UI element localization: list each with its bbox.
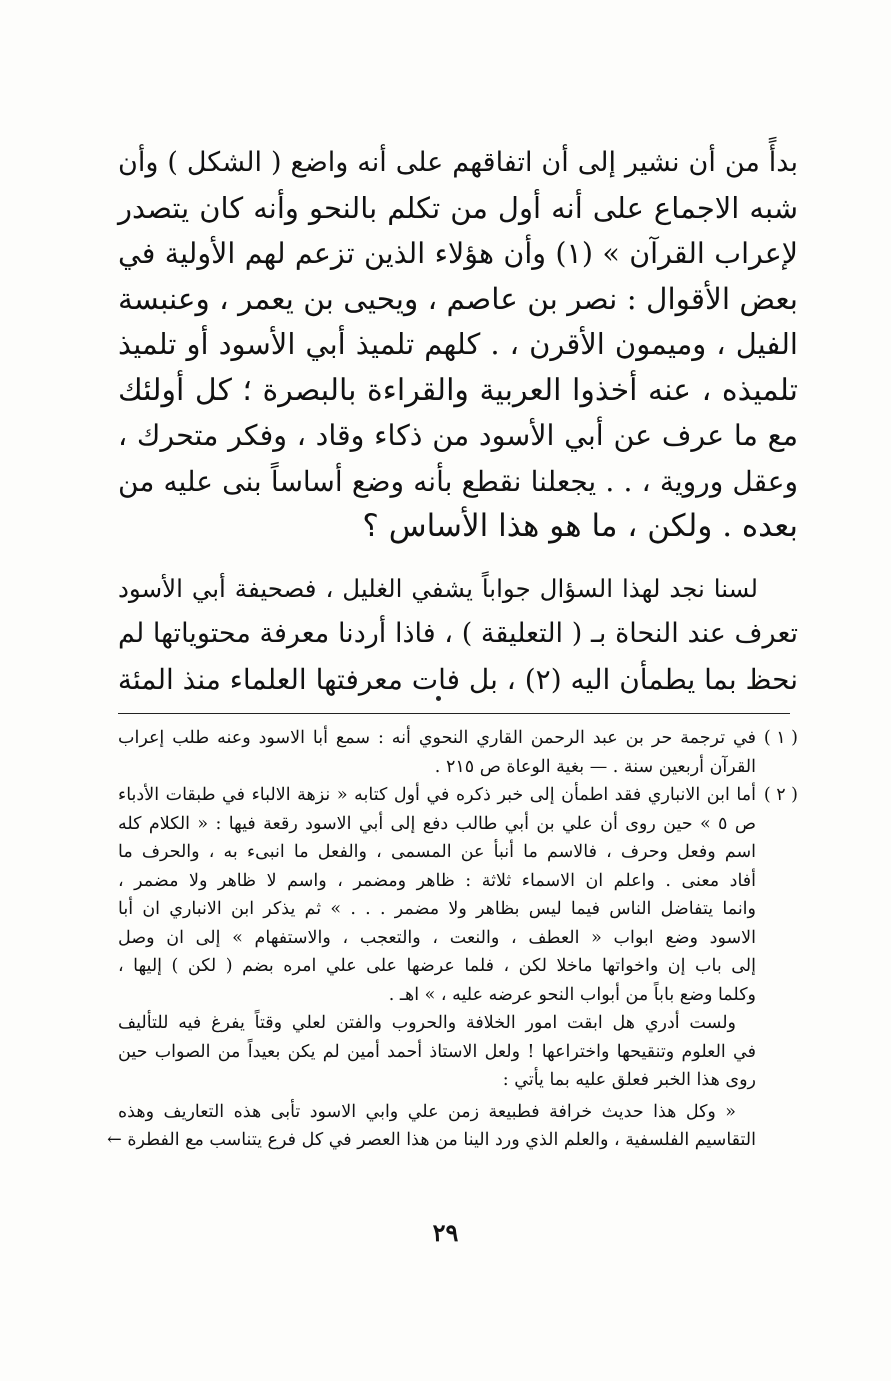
paragraph-2 [118,566,798,703]
page-number: ٢٩ [432,1218,459,1247]
footnote-line: أما ابن الانباري فقد اطمأن إلى خبر ذكره في أول كتابه « نزهة الالباء في طبقات الأدباء [118,785,756,805]
footnote-line: في العلوم وتنقيحها واختراعها ! ولعل الاستاذ أحمد أمين لم يكن بعيداً من الصواب حين [118,1041,756,1062]
text-line: تعرف عند النحاة بـ ( التعليقة ) ، فاذا أردنا معرفة محتوياتها لم [118,618,798,649]
footnote-separator [118,713,790,714]
ink-dot [436,696,441,701]
footnotes [107,724,798,1155]
footnote-number: ( ١ ) [763,728,798,748]
footnote-1 [118,724,798,781]
footnote-line: وانما يتفاضل الناس فيما ليس بظاهر ولا مضمر . . . » ثم يذكر ابن الانباري ان أبا [118,899,756,919]
footnote-line: في ترجمة حر بن عبد الرحمن القاري النحوي أنه : سمع أبا الاسود وعنه طلب إعراب [118,728,756,748]
paragraph-1 [118,140,798,550]
footnote-line: ص ٥ » حين روى أن علي بن أبي طالب دفع إلى أبي الاسود رقعة فيها : « الكلام كله [118,813,756,834]
text-line: لسنا نجد لهذا السؤال جواباً يشفي الغليل ، فصحيفة أبي الأسود [118,573,758,603]
text-line: الفيل ، وميمون الأقرن ، . كلهم تلميذ أبي الأسود أو تلميذ [118,327,798,361]
footnote-number: ( ٢ ) [763,785,798,805]
footnote-body [118,781,756,1009]
text-line: لإعراب القرآن » (١) وأن هؤلاء الذين تزعم لهم الأولية في [118,237,798,270]
footnote-line: القرآن أربعين سنة . — بغية الوعاة ص ٢١٥ . [434,756,756,777]
text-line: نحظ بما يطمأن اليه (٢) ، بل فات معرفتها العلماء منذ المئة [117,662,798,696]
footnote-line: التقاسيم الفلسفية ، والعلم الذي ورد الينا من هذا العصر في كل فرع يتناسب مع الفطرة ← [107,1130,756,1150]
footnote-line: الاسود وضع ابواب « العطف ، والنعت ، والتعجب ، والاستفهام » إلى ان وصل [118,927,756,948]
text-line: بعض الأقوال : نصر بن عاصم ، ويحيى بن يعمر ، وعنبسة [118,281,798,316]
footnote-2 [118,781,798,1009]
text-line: بعده . ولكن ، ما هو هذا الأساس ؟ [362,508,798,544]
footnote-line: ولست أدري هل ابقت امور الخلافة والحروب والفتن لعلي وقتاً يفرغ فيه للتأليف [118,1013,736,1033]
footnote-quote [107,1098,798,1155]
text-line: شبه الاجماع على أنه أول من تكلم بالنحو وأنه كان يتصدر [118,190,798,225]
footnote-line: اسم وفعل وحرف ، فالاسم ما أنبأ عن المسمى ، والفعل ما انبىء به ، والحرف ما [118,842,756,862]
text-line: تلميذه ، عنه أخذوا العربية والقراءة بالبصرة ؛ كل أولئك [118,372,798,408]
footnote-line: أفاد معنى . واعلم ان الاسماء ثلاثة : ظاهر ومضمر ، واسم لا ظاهر ولا مضمر ، [118,870,756,891]
main-text [118,140,798,702]
footnote-line: وكلما وضع باباً من أبواب النحو عرضه عليه ، » اهـ . [388,984,756,1005]
text-line: وعقل وروية ، . . يجعلنا نقطع بأنه وضع أساساً بنى عليه من [118,464,798,498]
footnote-body [118,724,756,781]
footnote-paragraph [118,1009,798,1095]
footnote-line: « وكل هذا حديث خرافة فطبيعة زمن علي وابي الاسود تأبى هذه التعاريف وهذه [118,1101,736,1122]
footnote-line: روى هذا الخبر فعلق عليه بما يأتي : [502,1070,756,1090]
footnote-line: إلى باب إن واخواتها ماخلا لكن ، فلما عرضها على علي امره بضم ( لكن ) إليها ، [118,956,756,976]
text-line: مع ما عرف عن أبي الأسود من ذكاء وقاد ، وفكر متحرك ، [118,419,798,452]
text-line: بدأً من أن نشير إلى أن اتفاقهم على أنه واضع ( الشكل ) وأن [118,147,798,178]
